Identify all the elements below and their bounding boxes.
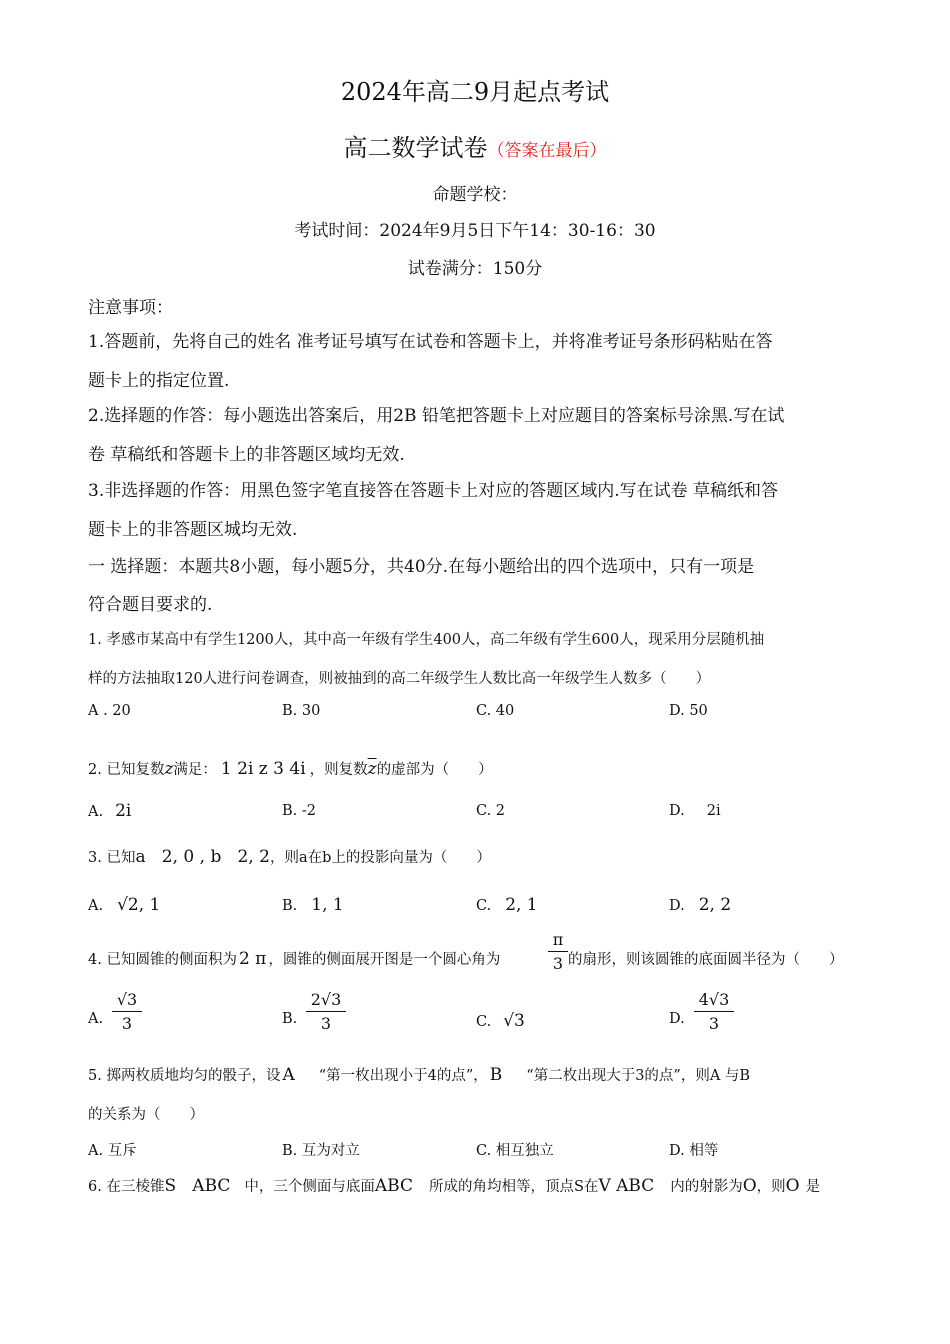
q6-pyramid: S ABC bbox=[164, 1176, 231, 1196]
note-2a: 2.选择题的作答：每小题选出答案后，用2B 铅笔把答题卡上对应题目的答案标号涂黑.写在试 bbox=[88, 406, 785, 426]
note-3b: 题卡上的非答题区城均无效. bbox=[88, 520, 298, 540]
q2-option-c: C. 2 bbox=[476, 803, 506, 819]
q3-d-value: 2, 2 bbox=[698, 895, 732, 915]
q4-option-a bbox=[112, 990, 142, 1033]
section1-a: 一 选择题：本题共8小题，每小题5分，共40分.在每小题给出的四个选项中，只有一项是 bbox=[88, 557, 755, 577]
q4-area: 2 π bbox=[238, 949, 267, 969]
q3-option-a bbox=[88, 895, 160, 915]
q6-pre: 6. 在三棱锥 bbox=[88, 1179, 165, 1195]
q3-a-value: √2, 1 bbox=[117, 895, 161, 915]
q4-d-num: 4√3 bbox=[698, 990, 730, 1009]
q6-mid3: 内的射影为 bbox=[670, 1179, 743, 1195]
q4-d-den: 3 bbox=[708, 1014, 720, 1033]
q2-option-a bbox=[88, 801, 131, 821]
note-2b: 卷 草稿纸和答题卡上的非答题区域均无效. bbox=[88, 445, 405, 465]
note-1b: 题卡上的指定位置. bbox=[88, 371, 230, 391]
q5-event-b-desc: “第二枚出现大于3的点”，则A 与B bbox=[526, 1068, 751, 1084]
answer-note: （答案在最后） bbox=[487, 141, 607, 161]
q6-mid4: ，则 bbox=[756, 1179, 786, 1195]
q4-a-num: √3 bbox=[116, 990, 138, 1009]
q2-equation: 1 2i z 3 4i bbox=[220, 759, 306, 779]
q4-c-value: √3 bbox=[503, 1011, 525, 1031]
q6-base: ABC bbox=[374, 1176, 413, 1196]
q5-stem-b: 的关系为（ ） bbox=[88, 1107, 204, 1123]
q3-stem bbox=[88, 846, 491, 867]
q4-angle-fraction bbox=[548, 930, 568, 973]
q6-o2: O bbox=[785, 1176, 800, 1196]
q4-option-c bbox=[476, 1011, 525, 1031]
q5-pre: 5. 掷两枚质地均匀的骰子，设 bbox=[88, 1068, 281, 1084]
q3-b-label: B. bbox=[282, 898, 298, 914]
section1-b: 符合题目要求的. bbox=[88, 595, 213, 615]
q2-d-label: D. bbox=[669, 803, 685, 819]
q5-event-a-desc: “第一枚出现小于4的点”， bbox=[318, 1068, 488, 1084]
q5-option-d: D. 相等 bbox=[669, 1143, 719, 1159]
q6-mid2: 所成的角均相等，顶点S在 bbox=[429, 1179, 599, 1195]
q3-a: a bbox=[298, 850, 308, 866]
q5-event-b: B bbox=[489, 1065, 503, 1085]
q2-a-label: A. bbox=[88, 804, 104, 820]
q6-mid: 中，三个侧面与底面 bbox=[244, 1179, 375, 1195]
q6-triangle: V ABC bbox=[598, 1176, 655, 1196]
score-line: 试卷满分：150分 bbox=[407, 259, 543, 279]
q3-in: 在 bbox=[307, 850, 323, 866]
q6-end: 是 bbox=[805, 1179, 821, 1195]
q2-option-d bbox=[669, 803, 721, 819]
q5-option-a: A. 互斥 bbox=[88, 1143, 137, 1159]
q2-mid: 满足： bbox=[173, 762, 217, 778]
q5-option-c: C. 相互独立 bbox=[476, 1143, 554, 1159]
q2-post: ，则复数 bbox=[309, 762, 368, 778]
q4-option-d bbox=[694, 990, 734, 1033]
q3-pre: 3. 已知 bbox=[88, 850, 136, 866]
q1-stem-a: 1. 孝感市某高中有学生1200人，其中高一年级有学生400人，高二年级有学生600人，现采用分层随机抽 bbox=[88, 632, 765, 648]
q5-option-b: B. 互为对立 bbox=[282, 1143, 360, 1159]
q2-option-b: B. -2 bbox=[282, 803, 316, 819]
q6-o: O bbox=[742, 1176, 757, 1196]
q3-d-label: D. bbox=[669, 898, 685, 914]
q3-end: 上的投影向量为（ ） bbox=[331, 850, 491, 866]
q4-option-b bbox=[306, 990, 346, 1033]
q4-option-a-label: A. bbox=[88, 1011, 104, 1027]
q6-stem bbox=[88, 1175, 820, 1196]
q4-b-den: 3 bbox=[320, 1014, 332, 1033]
notes-heading: 注意事项： bbox=[88, 298, 173, 318]
q4-angle-num: π bbox=[552, 930, 564, 949]
exam-subtitle: 高二数学试卷 bbox=[343, 134, 488, 162]
note-3a: 3.非选择题的作答：用黑色签字笔直接答在答题卡上对应的答题区域内.写在试卷 草稿纸和答 bbox=[88, 481, 779, 501]
q3-c-value: 2, 1 bbox=[505, 895, 538, 915]
note-1a: 1.答题前，先将自己的姓名 准考证号填写在试卷和答题卡上，并将准考证号条形码粘贴在答 bbox=[88, 332, 773, 352]
q3-option-c bbox=[476, 895, 538, 915]
q4-stem-start bbox=[88, 948, 500, 969]
q4-mid: ，圆锥的侧面展开图是一个圆心角为 bbox=[268, 952, 501, 968]
q4-option-d-label: D. bbox=[669, 1011, 685, 1027]
q1-option-b: B. 30 bbox=[282, 703, 321, 719]
q3-c-label: C. bbox=[476, 898, 492, 914]
q3-a-label: A. bbox=[88, 898, 104, 914]
time-line: 考试时间：2024年9月5日下午14：30-16：30 bbox=[294, 221, 656, 241]
q2-zbar: $\overline{z}$ bbox=[367, 759, 377, 779]
q5-stem-a bbox=[88, 1064, 750, 1085]
q3-option-d bbox=[669, 895, 731, 915]
q1-option-c: C. 40 bbox=[476, 703, 515, 719]
q4-stem-end: 的扇形，则该圆锥的底面圆半径为（ ） bbox=[568, 952, 844, 968]
exam-title: 2024年高二9月起点考试 bbox=[340, 78, 610, 106]
q4-option-b-label: B. bbox=[282, 1011, 298, 1027]
q1-option-d: D. 50 bbox=[669, 703, 708, 719]
q3-b-value: 1, 1 bbox=[311, 895, 344, 915]
q3-b: b bbox=[322, 850, 332, 866]
q1-option-a: A . 20 bbox=[88, 703, 131, 719]
q3-option-b bbox=[282, 895, 344, 915]
exam-subtitle-line bbox=[0, 128, 950, 163]
q2-end: 的虚部为（ ） bbox=[376, 762, 493, 778]
school-line: 命题学校： bbox=[432, 185, 518, 205]
q2-z: z bbox=[164, 759, 174, 779]
q4-a-den: 3 bbox=[121, 1014, 133, 1033]
q2-d-value: 2i bbox=[706, 803, 721, 819]
q4-pre: 4. 已知圆锥的侧面积为 bbox=[88, 952, 237, 968]
q2-stem bbox=[88, 758, 493, 779]
q5-event-a: A bbox=[282, 1065, 295, 1085]
q4-b-num: 2√3 bbox=[310, 990, 342, 1009]
q3-mid: ，则 bbox=[269, 850, 299, 866]
q1-stem-b: 样的方法抽取120人进行问卷调查，则被抽到的高二年级学生人数比高一年级学生人数多（ ） bbox=[88, 671, 711, 687]
q2-a-value: 2i bbox=[115, 801, 132, 821]
q2-pre: 2. 已知复数 bbox=[88, 762, 165, 778]
q3-vectors: a 2, 0 , b 2, 2 bbox=[135, 847, 270, 867]
q4-c-label: C. bbox=[476, 1014, 492, 1030]
q4-angle-den: 3 bbox=[552, 954, 564, 973]
